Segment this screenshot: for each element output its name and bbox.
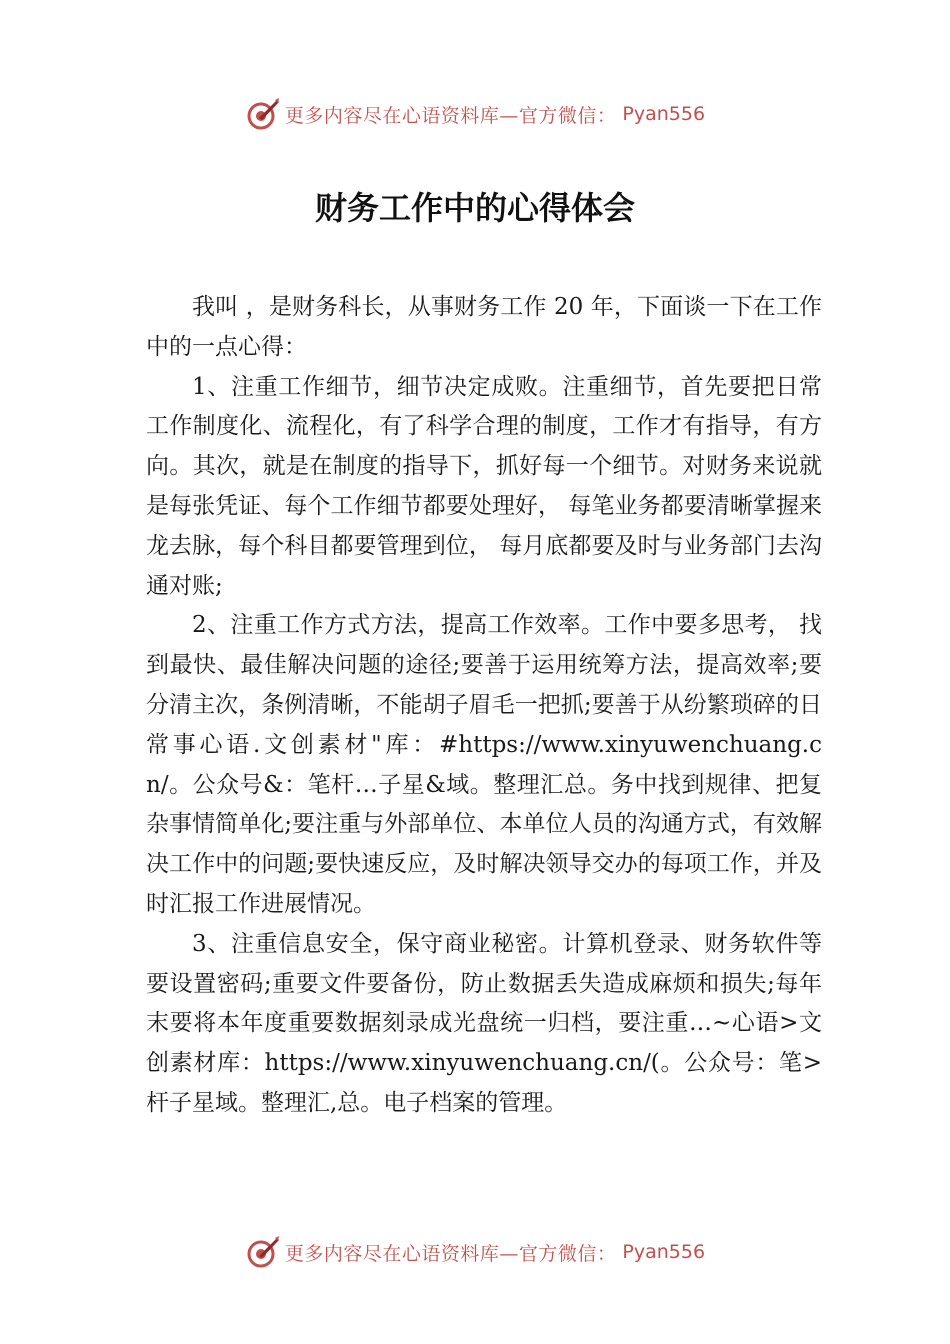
banner-text: 更多内容尽在心语资料库—官方微信：: [284, 104, 617, 127]
banner-contact: Pyan556: [622, 103, 706, 125]
paragraph-point-2: 2、注重工作方式方法，提高工作效率。工作中要多思考， 找到最快、最佳解决问题的途径;要善于运用统筹方法，提高效率;要分清主次，条例清晰，不能胡子眉毛一把抓;要善于从纷繁琐碎的日常事心语.文创素材"库：#https://www.xinyuwenchuang.cn/。公众号&：笔杆…子星&域。整理汇总。务中找到规律、把复杂事情简单化;要注重与外部单位、本单位人员的沟通方式，有效解决工作中的问题;要快速反应，及时解决领导交办的每项工作，并及时汇报工作进展情况。: [146, 612, 822, 917]
footer-banner: [0, 1232, 950, 1272]
quill-pen-logo-icon: [245, 1234, 281, 1270]
header-banner: [0, 94, 950, 134]
banner-text: 更多内容尽在心语资料库—官方微信：: [284, 1242, 617, 1265]
quill-pen-logo-icon: [245, 96, 281, 132]
paragraph-intro: 我叫 ，是财务科长，从事财务工作 20 年，下面谈一下在工作中的一点心得：: [146, 294, 822, 360]
paragraph-point-3: 3、注重信息安全，保守商业秘密。计算机登录、财务软件等要设置密码;重要文件要备份，防止数据丢失造成麻烦和损失;每年末要将本年度重要数据刻录成光盘统一归档，要注重…~心语>文创素材库：https://www.xinyuwenchuang.cn/(。公众号：笔>杆子星域。整理汇,总。电子档案的管理。: [146, 930, 822, 1116]
banner-contact: Pyan556: [622, 1241, 706, 1263]
document-body: [146, 288, 822, 1124]
paragraph-point-1: 1、注重工作细节，细节决定成败。注重细节，首先要把日常工作制度化、流程化，有了科学合理的制度，工作才有指导，有方向。其次，就是在制度的指导下，抓好每一个细节。对财务来说就是每张凭证、每个工作细节都要处理好， 每笔业务都要清晰掌握来龙去脉，每个科目都要管理到位， 每月底都要及时与业务部门去沟通对账;: [146, 373, 822, 599]
document-title: 财务工作中的心得体会: [314, 189, 635, 227]
